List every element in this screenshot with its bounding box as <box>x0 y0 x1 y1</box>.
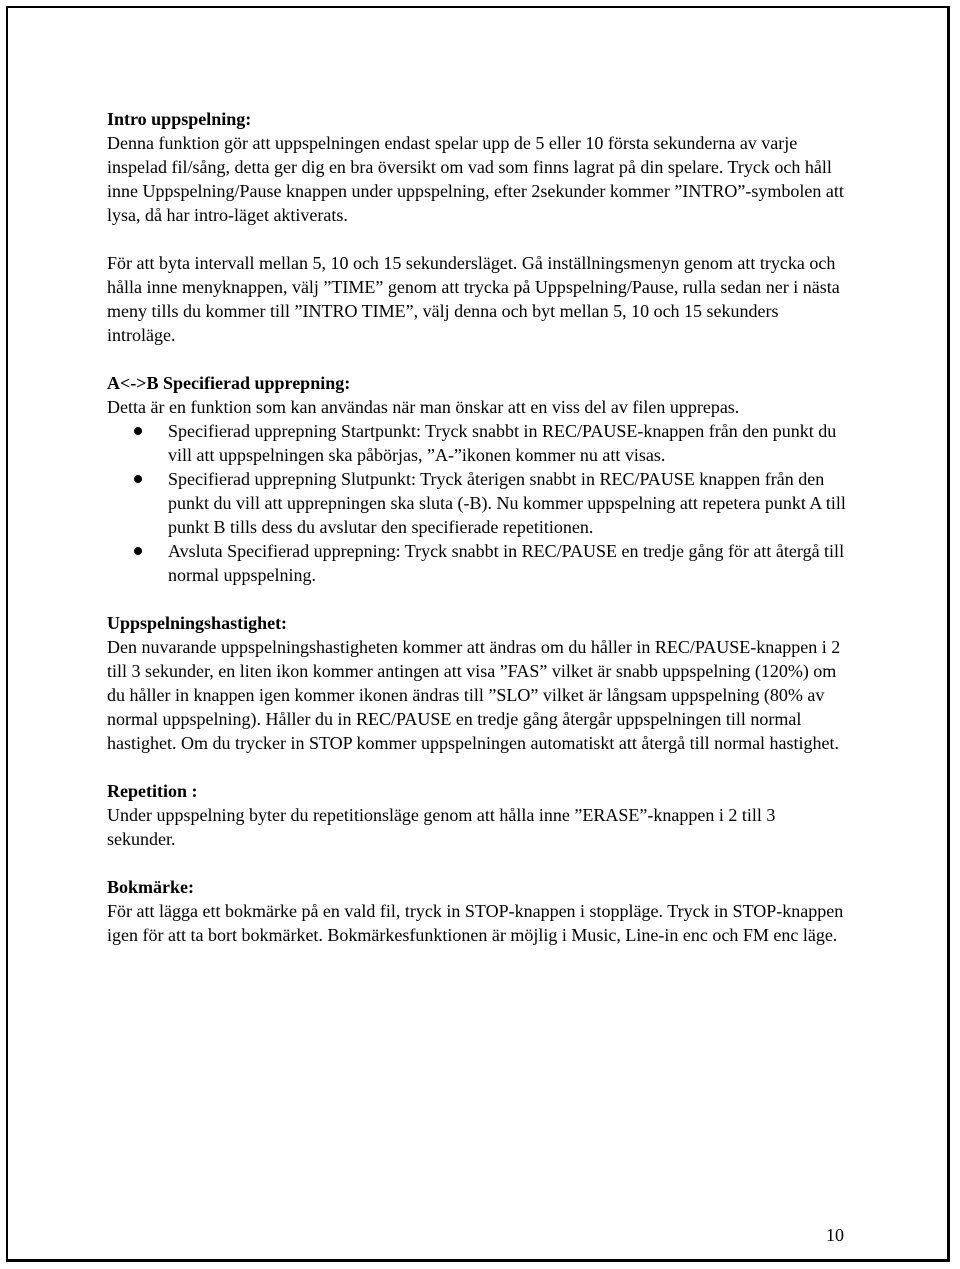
section-speed <box>107 611 847 755</box>
list-item <box>107 467 847 539</box>
ab-repeat-list <box>107 419 847 587</box>
intro-heading: Intro uppspelning: <box>107 109 252 129</box>
repetition-paragraph: Under uppspelning byter du repetitionsläge genom att hålla inne ”ERASE”-knappen i 2 till 3 sekunder. <box>107 805 776 849</box>
bullet-icon <box>134 475 142 483</box>
section-bookmark <box>107 875 847 947</box>
list-item-text: Specifierad upprepning Slutpunkt: Tryck återigen snabbt in REC/PAUSE knappen från den punkt du vill att upprepningen ska sluta (-B). Nu kommer uppspelning att repetera punkt A till punkt B tills dess du avslutar den specifierade repetitionen. <box>168 469 846 537</box>
intro-paragraph-1: Denna funktion gör att uppspelningen endast spelar upp de 5 eller 10 första sekunderna av varje inspelad fil/sång, detta ger dig en bra översikt om vad som finns lagrat på din spelare. Tryck och håll inne Uppspelning/Pause knappen under uppspelning, efter 2sekunder kommer ”INTRO”-symbolen att lysa, då har intro-läget aktiverats. <box>107 133 844 225</box>
bookmark-heading: Bokmärke: <box>107 877 194 897</box>
section-repetition <box>107 779 847 851</box>
bullet-icon <box>134 547 142 555</box>
ab-repeat-heading: A<->B Specifierad upprepning: <box>107 373 351 393</box>
page-number: 10 <box>826 1225 844 1245</box>
speed-heading: Uppspelningshastighet: <box>107 613 288 633</box>
bookmark-paragraph: För att lägga ett bokmärke på en vald fil, tryck in STOP-knappen i stoppläge. Tryck in STOP-knappen igen för att ta bort bokmärket. Bokmärkesfunktionen är möjlig i Music, Line-in enc och FM enc läge. <box>107 901 844 945</box>
intro-paragraph-2: För att byta intervall mellan 5, 10 och 15 sekundersläget. Gå inställningsmenyn genom att trycka och hålla inne menyknappen, välj ”TIME” genom att trycka på Uppspelning/Pause, rulla sedan ner i nästa meny tills du kommer till ”INTRO TIME”, välj denna och byt mellan 5, 10 och 15 sekunders introläge. <box>107 253 840 345</box>
repetition-heading: Repetition : <box>107 781 198 801</box>
list-item-text: Avsluta Specifierad upprepning: Tryck snabbt in REC/PAUSE en tredje gång för att återgå till normal uppspelning. <box>168 541 845 585</box>
section-ab-repeat <box>107 371 847 587</box>
list-item <box>107 539 847 587</box>
list-item-text: Specifierad upprepning Startpunkt: Tryck snabbt in REC/PAUSE-knappen från den punkt du vill att uppspelningen ska påbörjas, ”A-”ikonen kommer nu att visas. <box>168 421 837 465</box>
bullet-icon <box>134 427 142 435</box>
document-body <box>107 107 847 947</box>
speed-paragraph: Den nuvarande uppspelningshastigheten kommer att ändras om du håller in REC/PAUSE-knappen i 2 till 3 sekunder, en liten ikon kommer antingen att visa ”FAS” vilket är snabb uppspelning (120%) om du håller in knappen igen kommer ikonen ändras till ”SLO” vilket är långsam uppspelning (80% av normal uppspelning). Håller du in REC/PAUSE en tredje gång återgår uppspelningen till normal hastighet. Om du trycker in STOP kommer uppspelningen automatiskt att återgå till normal hastighet. <box>107 637 841 753</box>
section-intro <box>107 107 847 347</box>
ab-repeat-intro: Detta är en funktion som kan användas när man önskar att en viss del av filen upprepas. <box>107 397 740 417</box>
list-item <box>107 419 847 467</box>
